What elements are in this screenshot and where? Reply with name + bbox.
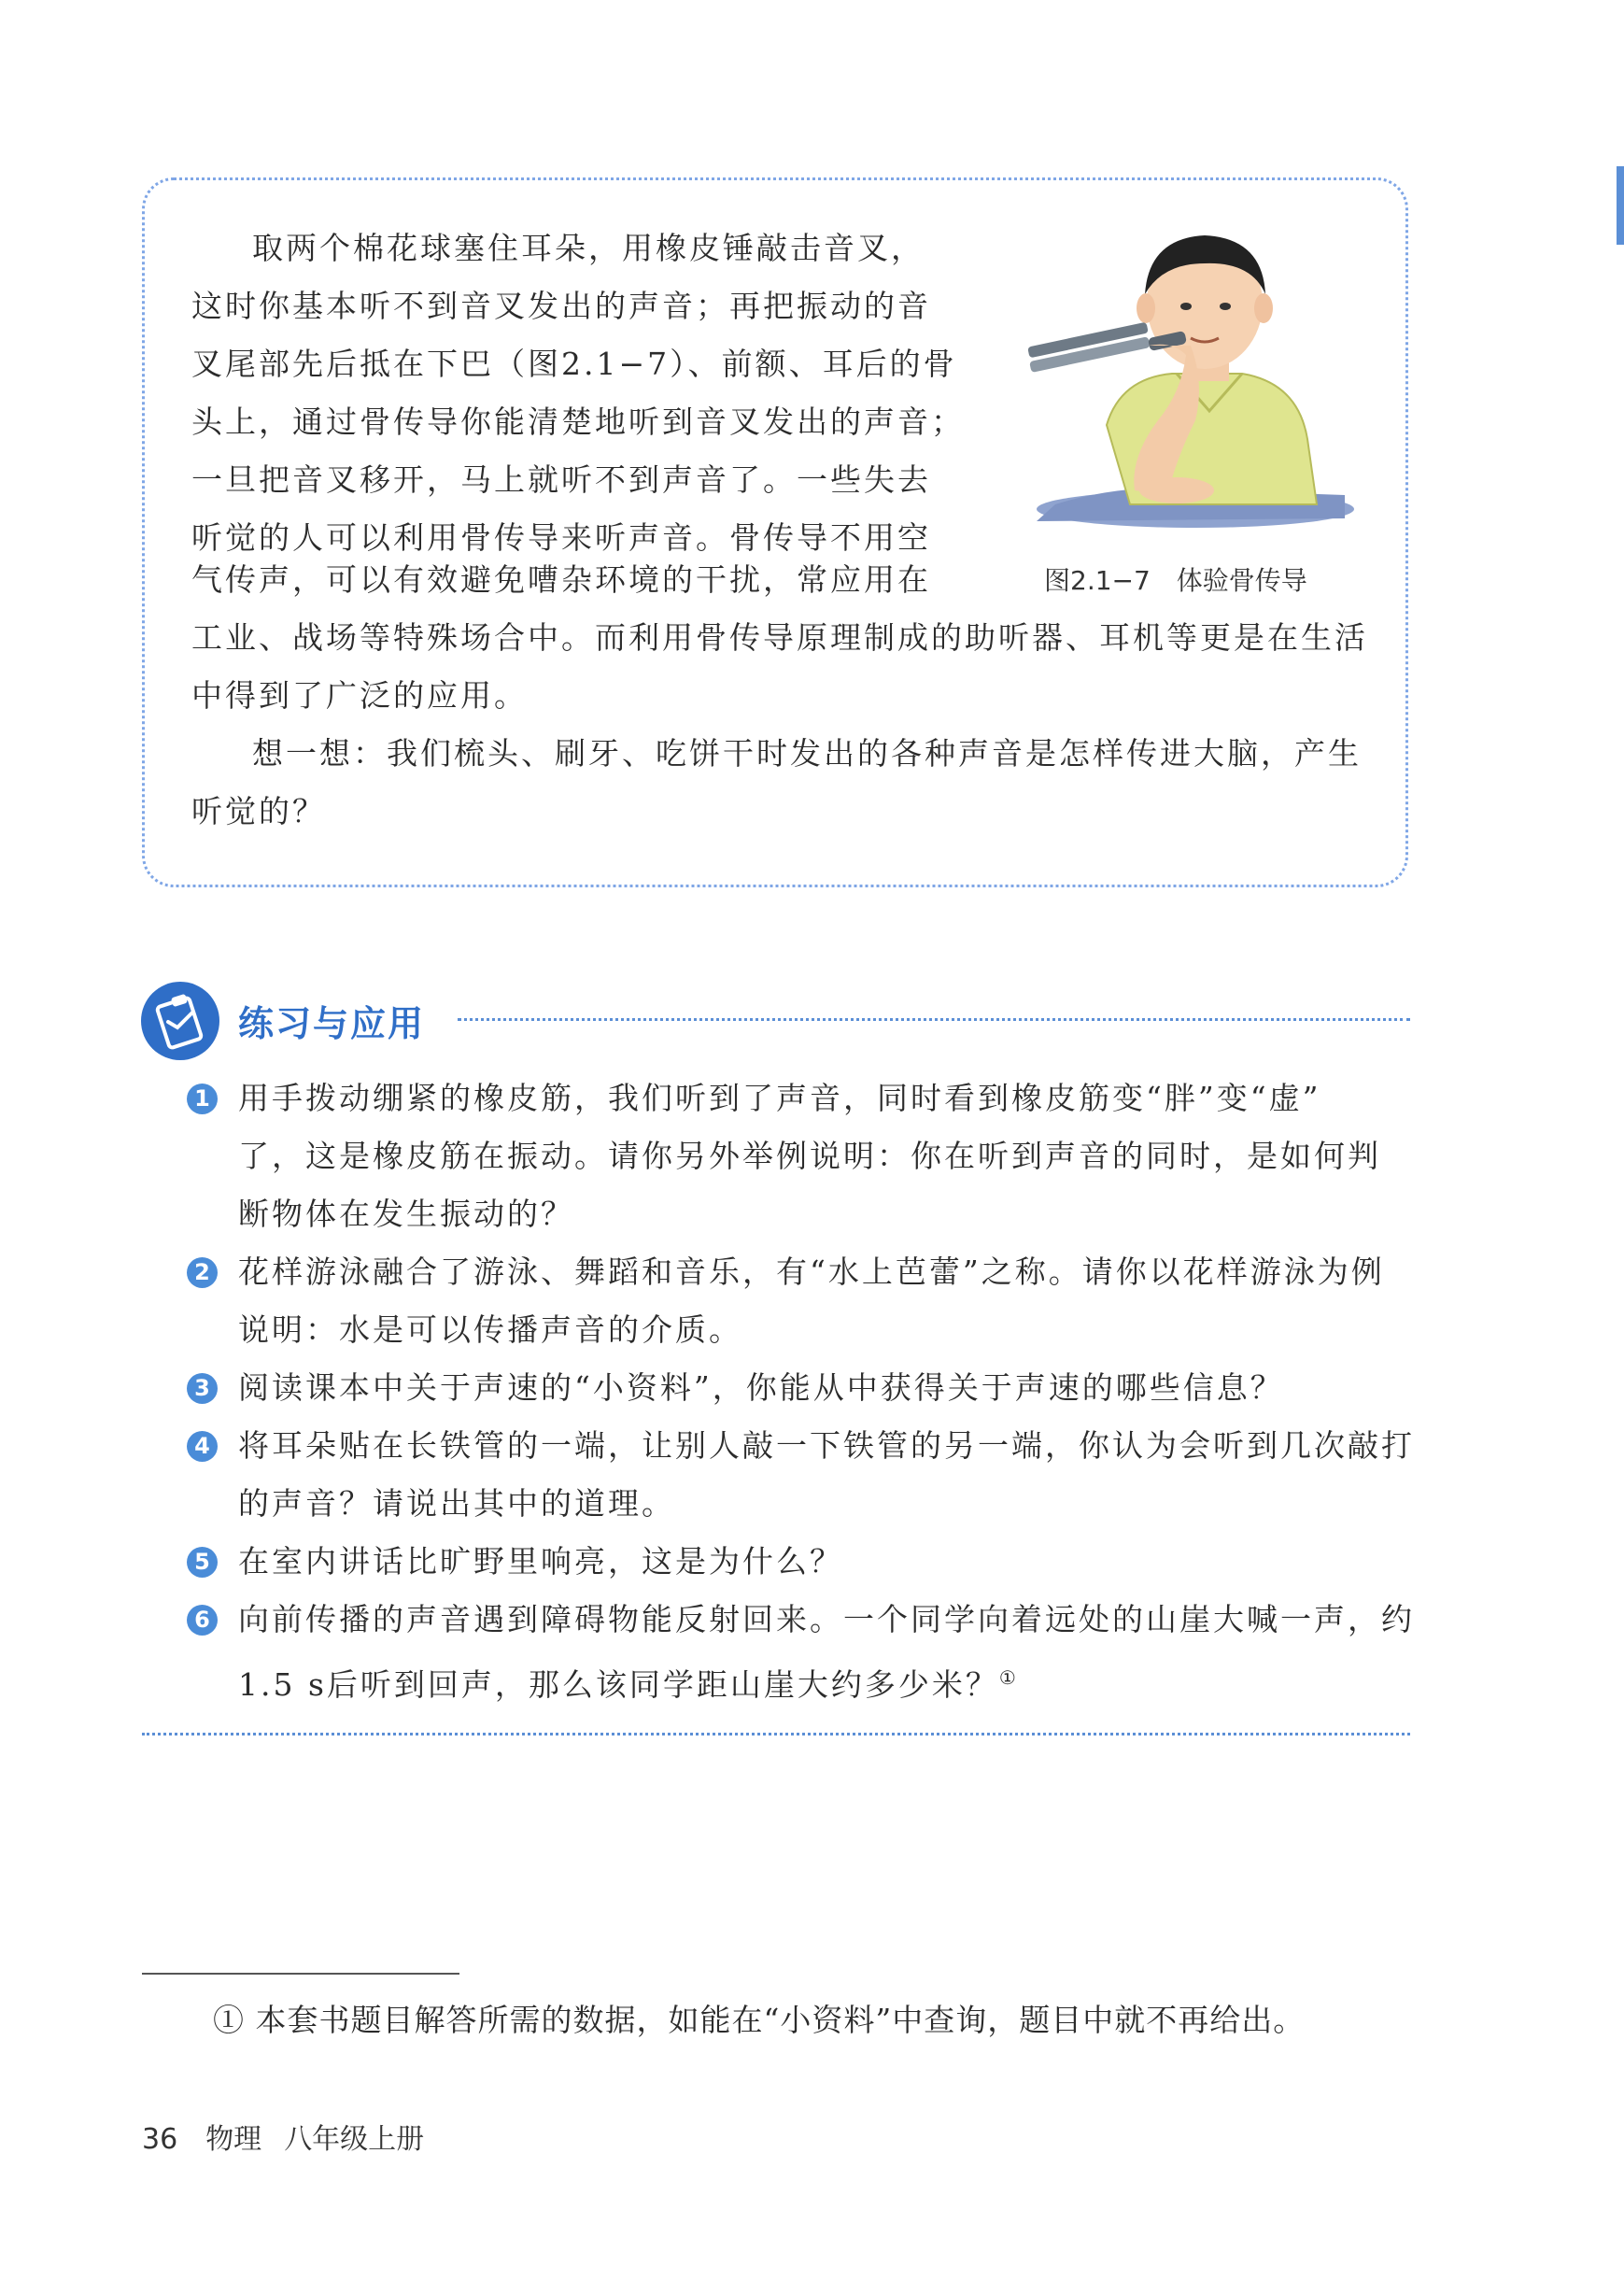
question-number-badge: 1 xyxy=(187,1084,218,1114)
page-edge-tab xyxy=(1617,166,1624,245)
footer-subject: 物理 xyxy=(205,2123,262,2156)
question-line: 了，这是橡皮筋在振动。请你另外举例说明：你在听到声音的同时，是如何判 xyxy=(238,1138,1381,1174)
box-text-line: 听觉的人可以利用骨传导来听声音。骨传导不用空 xyxy=(191,519,931,556)
question-line: 将耳朵贴在长铁管的一端，让别人敲一下铁管的另一端，你认为会听到几次敲打 xyxy=(238,1427,1415,1464)
question-line: 说明：水是可以传播声音的介质。 xyxy=(238,1311,742,1348)
question-line-text: 1.5 s后听到回声，那么该同学距山崖大约多少米？ xyxy=(238,1666,999,1703)
footnote-text: ① 本套书题目解答所需的数据，如能在“小资料”中查询，题目中就不再给出。 xyxy=(213,2002,1306,2038)
question-line: 在室内讲话比旷野里响亮，这是为什么？ xyxy=(238,1543,843,1580)
page-number: 36 xyxy=(142,2123,178,2156)
box-text-line: 听觉的？ xyxy=(191,793,326,829)
question-number-badge: 5 xyxy=(187,1547,218,1578)
page-footer xyxy=(142,2116,424,2157)
question-number-badge: 3 xyxy=(187,1373,218,1404)
box-text-line: 想一想：我们梳头、刷牙、吃饼干时发出的各种声音是怎样传进大脑，产生 xyxy=(252,735,1362,772)
footnote-reference[interactable]: ① xyxy=(998,1666,1016,1689)
box-text-line: 一旦把音叉移开，马上就听不到声音了。一些失去 xyxy=(191,461,931,498)
question-line: 的声音？请说出其中的道理。 xyxy=(238,1485,675,1522)
footnote-rule xyxy=(142,1973,459,1975)
question-line xyxy=(238,1649,1016,1714)
section-end-dotted-rule xyxy=(142,1733,1410,1735)
box-text-line: 中得到了广泛的应用。 xyxy=(191,677,528,714)
box-text-line: 取两个棉花球塞住耳朵，用橡皮锤敲击音叉， xyxy=(252,230,925,266)
box-text-line: 工业、战场等特殊场合中。而利用骨传导原理制成的助听器、耳机等更是在生活 xyxy=(191,619,1368,656)
question-line: 用手拨动绷紧的橡皮筋，我们听到了声音，同时看到橡皮筋变“胖”变“虚” xyxy=(238,1080,1321,1116)
section-title: 练习与应用 xyxy=(238,1003,426,1044)
exercise-clipboard-icon xyxy=(140,981,220,1061)
footer-grade: 八年级上册 xyxy=(284,2123,425,2156)
box-text-line: 叉尾部先后抵在下巴（图2.1−7）、前额、耳后的骨 xyxy=(191,346,957,382)
box-text-line: 气传声，可以有效避免嘈杂环境的干扰，常应用在 xyxy=(191,561,931,598)
figure-caption: 图2.1−7 体验骨传导 xyxy=(1044,565,1307,596)
question-number-badge: 2 xyxy=(187,1257,218,1288)
section-dotted-rule xyxy=(458,1018,1410,1021)
question-line: 断物体在发生振动的？ xyxy=(238,1196,574,1232)
question-number-badge: 6 xyxy=(187,1605,218,1636)
box-text-line: 这时你基本听不到音叉发出的声音；再把振动的音 xyxy=(191,288,931,324)
question-line: 向前传播的声音遇到障碍物能反射回来。一个同学向着远处的山崖大喊一声，约 xyxy=(238,1601,1415,1637)
question-line: 花样游泳融合了游泳、舞蹈和音乐，有“水上芭蕾”之称。请你以花样游泳为例 xyxy=(238,1254,1385,1290)
question-line: 阅读课本中关于声速的“小资料”，你能从中获得关于声速的哪些信息？ xyxy=(238,1369,1284,1406)
question-number-badge: 4 xyxy=(187,1431,218,1462)
box-text-line: 头上，通过骨传导你能清楚地听到音叉发出的声音； xyxy=(191,404,965,440)
boy-tuning-fork-illustration xyxy=(1018,224,1354,542)
